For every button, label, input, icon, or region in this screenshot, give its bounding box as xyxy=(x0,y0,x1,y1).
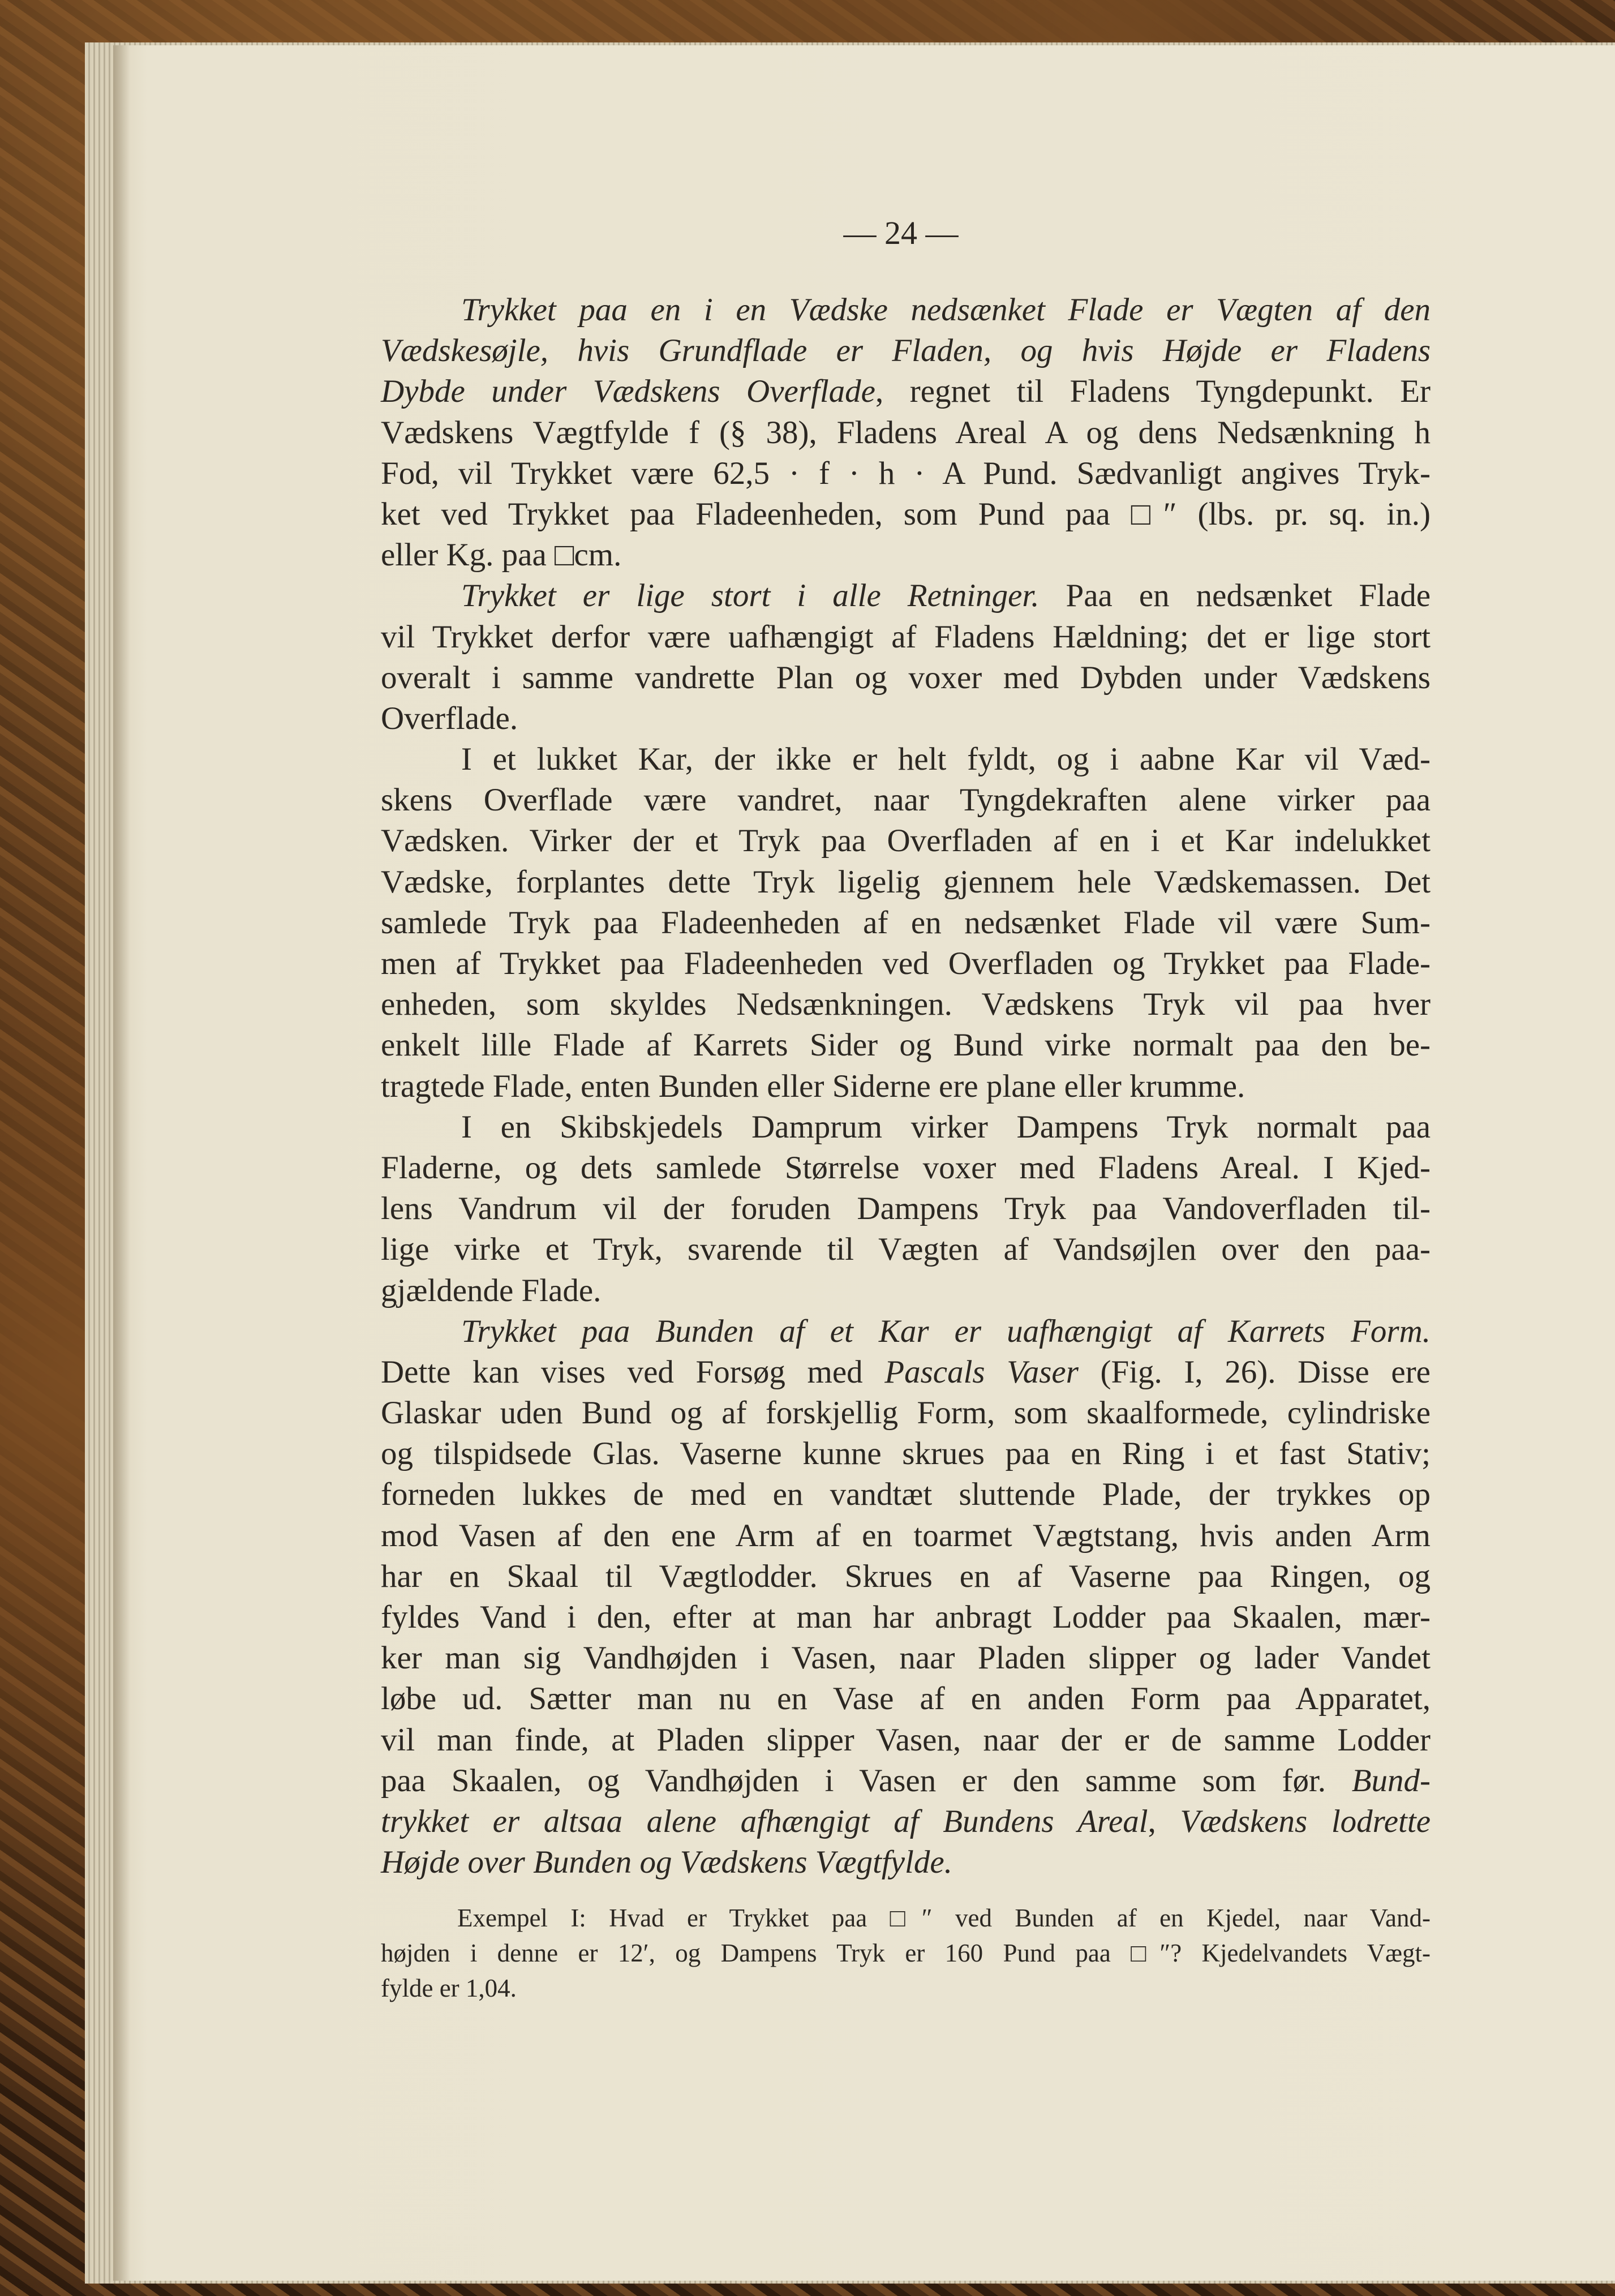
text-line xyxy=(381,535,1431,576)
text-line xyxy=(381,1148,1431,1188)
text-line xyxy=(381,1556,1431,1597)
text-segment: Overflade. xyxy=(381,700,518,736)
text-segment: overalt i samme vandrette Plan og voxer med Dybden under Vædskens xyxy=(381,659,1431,696)
text-line xyxy=(381,1516,1431,1556)
text-segment: skens Overflade være vandret, naar Tyngdekraften alene virker paa xyxy=(381,782,1431,818)
text-segment: Vædske, forplantes dette Tryk ligelig gjennem hele Vædskemassen. Det xyxy=(381,864,1431,900)
text-line xyxy=(381,821,1431,861)
text-line xyxy=(381,1025,1431,1066)
italic-text: Højde over Bunden og Vædskens Vægtfylde. xyxy=(381,1844,952,1881)
text-segment: og tilspidsede Glas. Vaserne kunne skrues paa en Ring i et fast Stativ; xyxy=(381,1436,1431,1472)
paragraph xyxy=(381,1107,1431,1311)
text-segment: Fod, vil Trykket være 62,5 · f · h · A Pund. Sædvanligt angives Tryk- xyxy=(381,455,1431,491)
text-segment: ket ved Trykket paa Fladeenheden, som Pund paa □″ (lbs. pr. sq. in.) xyxy=(381,496,1431,532)
text-segment: Vædskens Vægtfylde f (§ 38), Fladens Areal A og dens Nedsænkning h xyxy=(381,414,1431,450)
text-line xyxy=(381,494,1431,535)
text-segment: Dette kan vises ved Forsøg med xyxy=(381,1354,885,1390)
italic-text: Trykket er lige stort i alle Retninger. xyxy=(461,578,1040,614)
text-line xyxy=(381,862,1431,903)
text-segment: Glaskar uden Bund og af forskjellig Form, som skaalformede, cylindriske xyxy=(381,1395,1431,1431)
page-gutter-shadow xyxy=(113,45,130,2281)
text-line xyxy=(381,984,1431,1025)
text-segment: har en Skaal til Vægtlodder. Skrues en af Vaserne paa Ringen, og xyxy=(381,1558,1431,1594)
text-line xyxy=(381,1311,1431,1352)
italic-text: Trykket paa Bunden af et Kar er uafhængigt af Karrets Form. xyxy=(461,1313,1431,1349)
text-segment: lige virke et Tryk, svarende til Vægten af Vandsøjlen over den paa- xyxy=(381,1231,1431,1268)
text-segment: I et lukket Kar, der ikke er helt fyldt, og i aabne Kar vil Væd- xyxy=(461,741,1431,778)
text-line xyxy=(381,698,1431,739)
italic-text: Trykket paa en i en Vædske nedsænket Flade er Vægten af den xyxy=(461,292,1431,328)
text-line xyxy=(381,1229,1431,1270)
text-segment: tragtede Flade, enten Bunden eller Siderne ere plane eller krumme. xyxy=(381,1068,1245,1104)
text-line xyxy=(381,453,1431,494)
text-line xyxy=(381,1679,1431,1719)
italic-text: Bund- xyxy=(1351,1762,1431,1799)
text-segment: gjældende Flade. xyxy=(381,1272,602,1308)
text-segment: fyldes Vand i den, efter at man har anbragt Lodder paa Skaalen, mær- xyxy=(381,1599,1431,1635)
text-segment: vil man finde, at Pladen slipper Vasen, naar der er de samme Lodder xyxy=(381,1722,1431,1758)
text-segment: eller Kg. paa □cm. xyxy=(381,537,622,573)
text-segment: (Fig. I, 26). Disse ere xyxy=(1078,1354,1431,1390)
text-line xyxy=(381,1434,1431,1474)
text-segment: vil Trykket derfor være uafhængigt af Fladens Hældning; det er lige stort xyxy=(381,619,1431,655)
paragraph xyxy=(381,290,1431,576)
text-line xyxy=(381,1761,1431,1801)
text-line xyxy=(381,1188,1431,1229)
italic-text: Vædskesøjle, hvis Grundflade er Fladen, og hvis Højde er Fladens xyxy=(381,333,1431,369)
text-segment: forneden lukkes de med en vandtæt sluttende Plade, der trykkes op xyxy=(381,1477,1431,1513)
text-line xyxy=(381,739,1431,780)
text-line xyxy=(381,413,1431,453)
paragraph xyxy=(381,576,1431,739)
text-segment: enkelt lille Flade af Karrets Sider og Bund virke normalt paa den be- xyxy=(381,1027,1431,1063)
text-segment: Paa en nedsænket Flade xyxy=(1039,578,1431,614)
text-line xyxy=(381,1638,1431,1679)
text-segment: Fladerne, og dets samlede Størrelse voxer med Fladens Areal. I Kjed- xyxy=(381,1149,1431,1186)
text-segment: Vædsken. Virker der et Tryk paa Overfladen af en i et Kar indelukket xyxy=(381,823,1431,859)
text-line xyxy=(381,331,1431,371)
footnote-paragraph xyxy=(381,1900,1431,2006)
text-line xyxy=(381,1066,1431,1107)
text-line xyxy=(381,658,1431,698)
text-line xyxy=(381,943,1431,984)
text-line xyxy=(381,371,1431,412)
text-line xyxy=(381,1801,1431,1842)
text-segment: samlede Tryk paa Fladeenheden af en nedsænket Flade vil være Sum- xyxy=(381,904,1431,941)
text-segment: , regnet til Fladens Tyngdepunkt. Er xyxy=(875,374,1431,410)
text-line xyxy=(381,1271,1431,1311)
text-line xyxy=(381,903,1431,943)
text-line xyxy=(381,1107,1431,1148)
text-line xyxy=(381,1720,1431,1761)
text-line xyxy=(381,1393,1431,1434)
text-segment: fylde er 1,04. xyxy=(381,1974,517,2002)
page-number: — 24 — xyxy=(843,214,959,251)
text-segment: Exempel I: Hvad er Trykket paa □″ ved Bunden af en Kjedel, naar Vand- xyxy=(457,1904,1431,1932)
text-segment: løbe ud. Sætter man nu en Vase af en anden Form paa Apparatet, xyxy=(381,1681,1431,1717)
text-segment: mod Vasen af den ene Arm af en toarmet Vægtstang, hvis anden Arm xyxy=(381,1517,1431,1553)
text-segment: I en Skibskjedels Damprum virker Dampens Tryk normalt paa xyxy=(461,1109,1431,1145)
footnote-example xyxy=(381,1900,1431,2006)
body-text xyxy=(381,290,1431,1883)
text-segment: enheden, som skyldes Nedsænkningen. Vædskens Tryk vil paa hver xyxy=(381,986,1431,1023)
text-segment: , xyxy=(1148,1803,1180,1839)
italic-text: Vædskens lodrette xyxy=(1180,1803,1431,1839)
paragraph xyxy=(381,1311,1431,1883)
text-line xyxy=(381,1842,1431,1883)
text-line xyxy=(381,1935,1431,1971)
text-line xyxy=(381,290,1431,331)
text-line xyxy=(381,780,1431,821)
text-line xyxy=(381,1971,1431,2006)
text-line xyxy=(381,617,1431,658)
text-line xyxy=(381,1352,1431,1393)
text-line xyxy=(381,1900,1431,1935)
text-line xyxy=(381,1474,1431,1515)
text-line xyxy=(381,1597,1431,1638)
text-segment: ker man sig Vandhøjden i Vasen, naar Pladen slipper og lader Vandet xyxy=(381,1640,1431,1676)
text-segment: højden i denne er 12′, og Dampens Tryk er 160 Pund paa □″? Kjedelvandets Vægt- xyxy=(381,1939,1431,1967)
text-segment: paa Skaalen, og Vandhøjden i Vasen er den samme som før. xyxy=(381,1762,1352,1799)
paragraph xyxy=(381,739,1431,1107)
italic-text: Pascals Vaser xyxy=(884,1354,1079,1390)
italic-text: trykket er altsaa alene afhængigt af Bundens Areal xyxy=(381,1803,1148,1839)
italic-text: Dybde under Vædskens Overflade xyxy=(381,374,875,410)
text-segment: men af Trykket paa Fladeenheden ved Overfladen og Trykket paa Flade- xyxy=(381,946,1431,981)
text-segment: lens Vandrum vil der foruden Dampens Tryk paa Vandoverfladen til- xyxy=(381,1191,1431,1227)
text-line xyxy=(381,576,1431,616)
